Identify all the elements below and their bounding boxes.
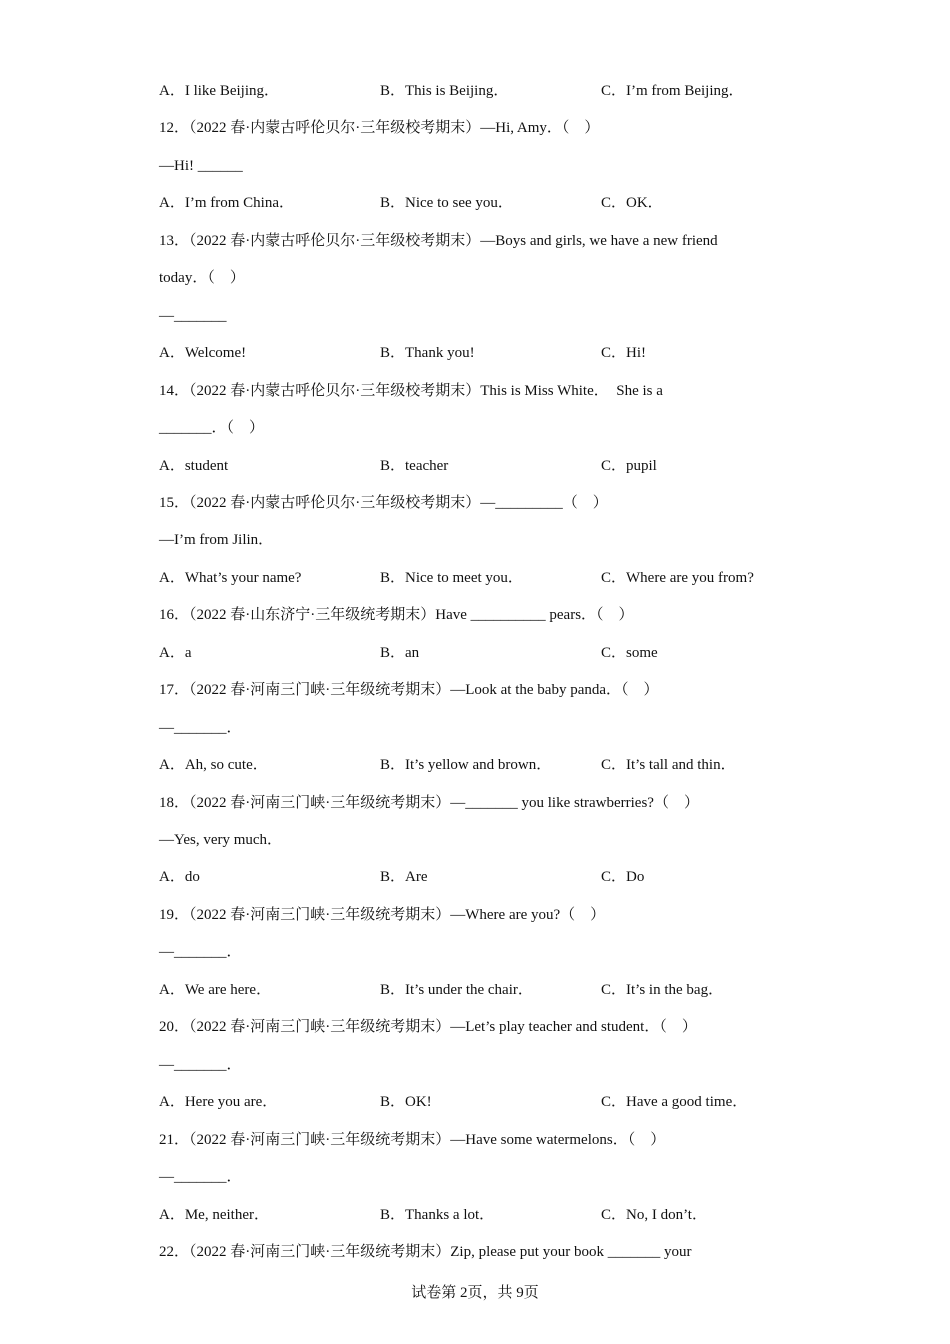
question-stem: 21．（2022 春·河南三门峡·三年级统考期末）—Have some watermelons．（ ） <box>159 1132 666 1148</box>
question-line: —Yes, very much． <box>159 832 283 848</box>
option-a: A．What’s your name? <box>159 570 302 586</box>
question-stem: 18．（2022 春·河南三门峡·三年级统考期末）—_______ you like strawberries?（ ） <box>159 795 699 811</box>
answer-options <box>159 753 800 777</box>
option-c: C．pupil <box>601 458 657 474</box>
option-b: B．Thank you! <box>380 345 475 361</box>
option-b: B．It’s yellow and brown． <box>380 757 552 773</box>
question-stem: 12．（2022 春·内蒙古呼伦贝尔·三年级校考期末）—Hi, Amy．（ ） <box>159 120 600 136</box>
option-c: C．Hi! <box>601 345 647 361</box>
option-a: A．I’m from China． <box>159 195 294 211</box>
answer-options <box>159 978 800 1002</box>
answer-options <box>159 454 800 478</box>
option-c: C．OK． <box>601 195 663 211</box>
option-b: B．Thanks a lot． <box>380 1207 495 1223</box>
option-c: C．I’m from Beijing． <box>601 83 744 99</box>
option-a: A．Welcome! <box>159 345 247 361</box>
option-c: C．No, I don’t． <box>601 1207 707 1223</box>
question-stem: 14．（2022 春·内蒙古呼伦贝尔·三年级校考期末）This is Miss White． She is a <box>159 383 663 399</box>
option-b: B．OK! <box>380 1094 432 1110</box>
question-stem: 16．（2022 春·山东济宁·三年级统考期末）Have __________ pears．（ ） <box>159 607 634 623</box>
question-line: —I’m from Jilin． <box>159 532 274 548</box>
answer-options <box>159 191 800 215</box>
option-b: B．teacher <box>380 458 449 474</box>
answer-options <box>159 641 800 665</box>
question-stem: 20．（2022 春·河南三门峡·三年级统考期末）—Let’s play teacher and student．（ ） <box>159 1019 697 1035</box>
question-line: —_______． <box>159 720 242 736</box>
question-line: today．（ ） <box>159 270 245 286</box>
option-c: C．some <box>601 645 658 661</box>
option-c: C．It’s tall and thin． <box>601 757 736 773</box>
option-b: B．Nice to meet you． <box>380 570 523 586</box>
option-a: A．I like Beijing． <box>159 83 279 99</box>
option-a: A．student <box>159 458 229 474</box>
option-a: A．Here you are． <box>159 1094 278 1110</box>
question-line: —Hi! ______ <box>159 158 243 174</box>
option-b: B．Are <box>380 869 428 885</box>
answer-options <box>159 1090 800 1114</box>
option-b: B．an <box>380 645 420 661</box>
option-c: C．Where are you from? <box>601 570 754 586</box>
question-stem: 15．（2022 春·内蒙古呼伦贝尔·三年级校考期末）—_________（ ） <box>159 495 608 511</box>
option-c: C．Have a good time． <box>601 1094 748 1110</box>
question-line: —_______． <box>159 944 242 960</box>
question-line: —_______． <box>159 1169 242 1185</box>
option-b: B．Nice to see you． <box>380 195 513 211</box>
option-b: B．It’s under the chair． <box>380 982 533 998</box>
option-a: A．Me, neither． <box>159 1207 269 1223</box>
option-c: C．It’s in the bag． <box>601 982 724 998</box>
question-line: —_______． <box>159 1057 242 1073</box>
option-b: B．This is Beijing． <box>380 83 509 99</box>
answer-options <box>159 341 800 365</box>
option-a: A．do <box>159 869 200 885</box>
page-footer: 试卷第 2页，共 9页 <box>411 1285 539 1301</box>
question-stem: 22．（2022 春·河南三门峡·三年级统考期末）Zip, please put your book _______ your <box>159 1244 692 1260</box>
question-stem: 17．（2022 春·河南三门峡·三年级统考期末）—Look at the baby panda．（ ） <box>159 682 659 698</box>
answer-options <box>159 79 800 103</box>
question-stem: 19．（2022 春·河南三门峡·三年级统考期末）—Where are you?（ ） <box>159 907 606 923</box>
option-c: C．Do <box>601 869 645 885</box>
answer-options <box>159 566 800 590</box>
answer-options <box>159 1203 800 1227</box>
question-stem: 13．（2022 春·内蒙古呼伦贝尔·三年级校考期末）—Boys and girls, we have a new friend <box>159 233 718 249</box>
answer-options <box>159 865 800 889</box>
option-a: A．We are here． <box>159 982 272 998</box>
option-a: A．Ah, so cute． <box>159 757 268 773</box>
option-a: A．a <box>159 645 192 661</box>
question-line: _______．（ ） <box>159 420 265 436</box>
question-line: —_______ <box>159 308 227 324</box>
